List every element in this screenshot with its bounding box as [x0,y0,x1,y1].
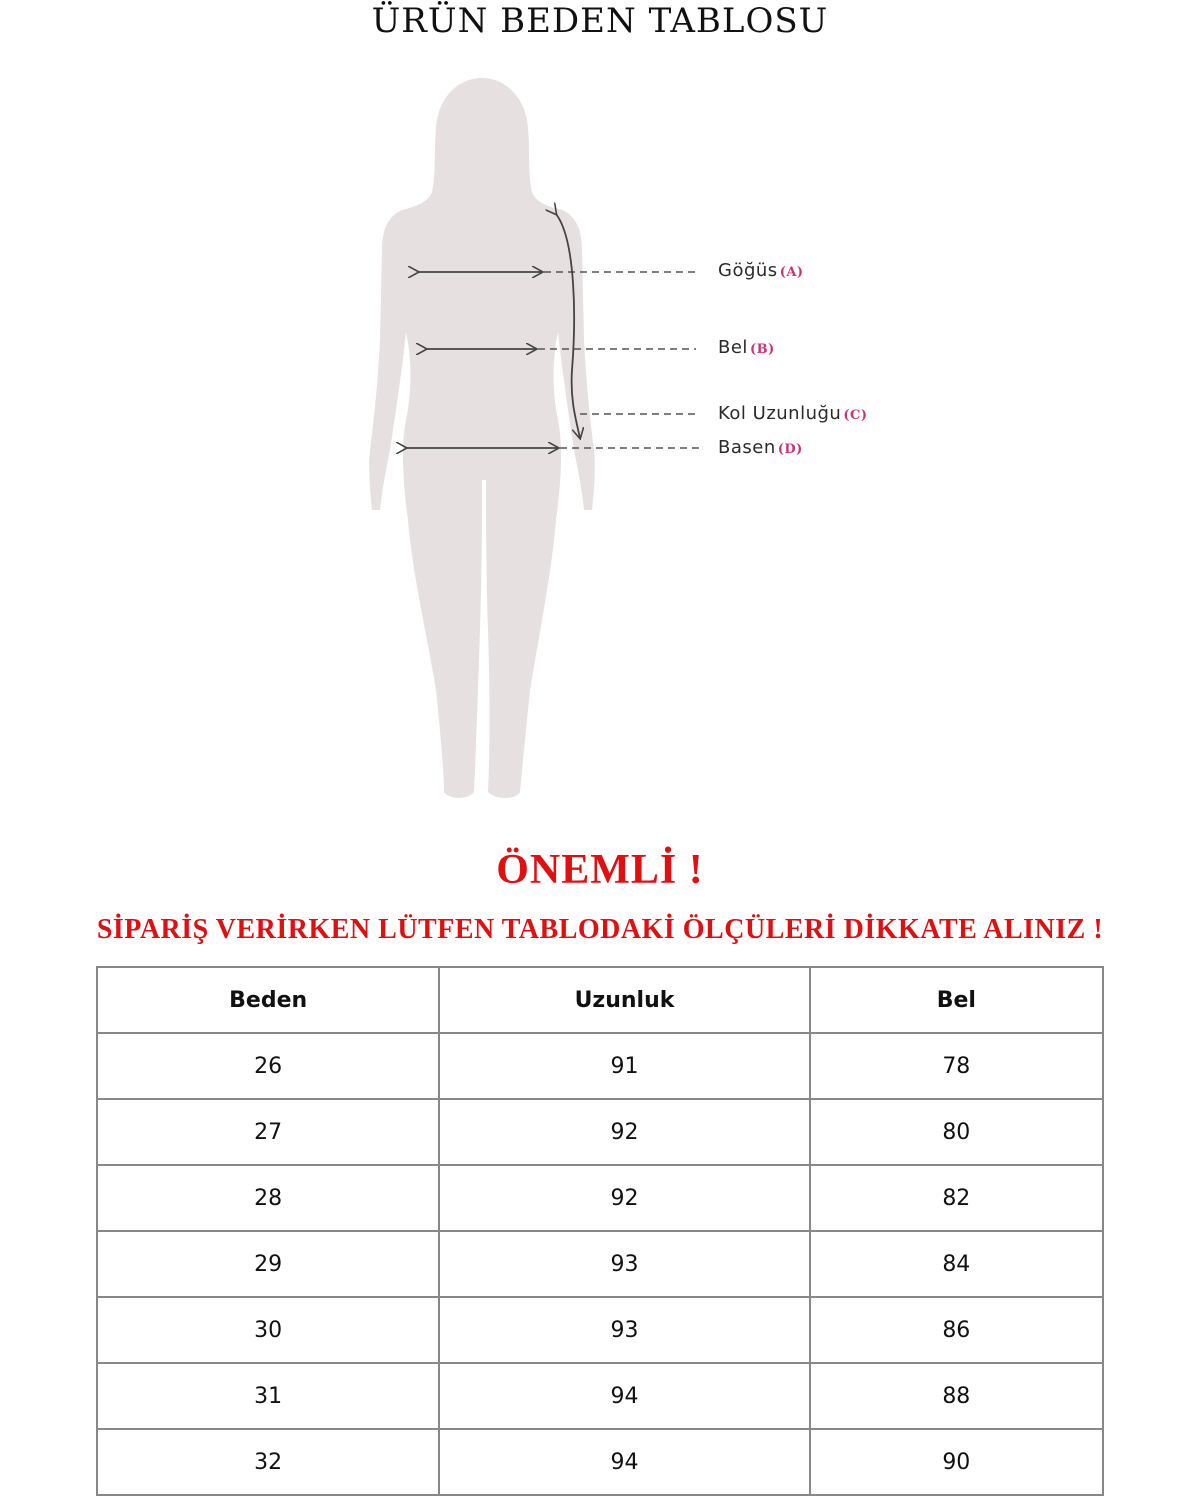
measurement-chest-label: Göğüs [718,260,778,281]
measurement-chest [718,260,804,281]
column-header-length: Uzunluk [439,967,809,1033]
measurement-hip-label: Basen [718,437,776,458]
measurement-sleeve-label: Kol Uzunluğu [718,403,842,424]
measurement-waist-code: (B) [749,342,775,357]
table-cell: 91 [439,1033,809,1099]
table-row [97,1099,1103,1165]
warning-message: SİPARİŞ VERİRKEN LÜTFEN TABLODAKİ ÖLÇÜLERİ DİKKATE ALINIZ ! [96,914,1104,945]
table-cell: 32 [97,1429,439,1495]
measurement-hip [718,437,803,458]
table-cell: 86 [810,1297,1103,1363]
table-cell: 94 [439,1363,809,1429]
table-cell: 92 [439,1099,809,1165]
table-row [97,1297,1103,1363]
page-title: ÜRÜN BEDEN TABLOSU [371,1,829,41]
table-cell: 78 [810,1033,1103,1099]
table-header-row [97,967,1103,1033]
table-row [97,1033,1103,1099]
table-cell: 80 [810,1099,1103,1165]
table-cell: 28 [97,1165,439,1231]
measurement-chest-code: (A) [779,265,804,280]
column-header-waist: Bel [810,967,1103,1033]
table-cell: 90 [810,1429,1103,1495]
table-cell: 26 [97,1033,439,1099]
important-heading: ÖNEMLİ ! [496,847,704,893]
table-cell: 82 [810,1165,1103,1231]
measurement-waist-label: Bel [718,337,748,358]
table-cell: 93 [439,1231,809,1297]
table-cell: 84 [810,1231,1103,1297]
table-row [97,1429,1103,1495]
table-row [97,1363,1103,1429]
table-cell: 94 [439,1429,809,1495]
table-cell: 93 [439,1297,809,1363]
table-cell: 88 [810,1363,1103,1429]
measurement-sleeve-code: (C) [843,408,868,423]
table-cell: 30 [97,1297,439,1363]
table-cell: 31 [97,1363,439,1429]
measurement-sleeve [718,403,867,424]
size-table [96,966,1104,1496]
column-header-size: Beden [97,967,439,1033]
table-row [97,1231,1103,1297]
body-measurement-figure [340,70,940,810]
measurement-waist [718,337,775,358]
woman-silhouette [340,70,940,810]
table-cell: 27 [97,1099,439,1165]
table-cell: 92 [439,1165,809,1231]
table-cell: 29 [97,1231,439,1297]
table-row [97,1165,1103,1231]
measurement-hip-code: (D) [777,442,803,457]
